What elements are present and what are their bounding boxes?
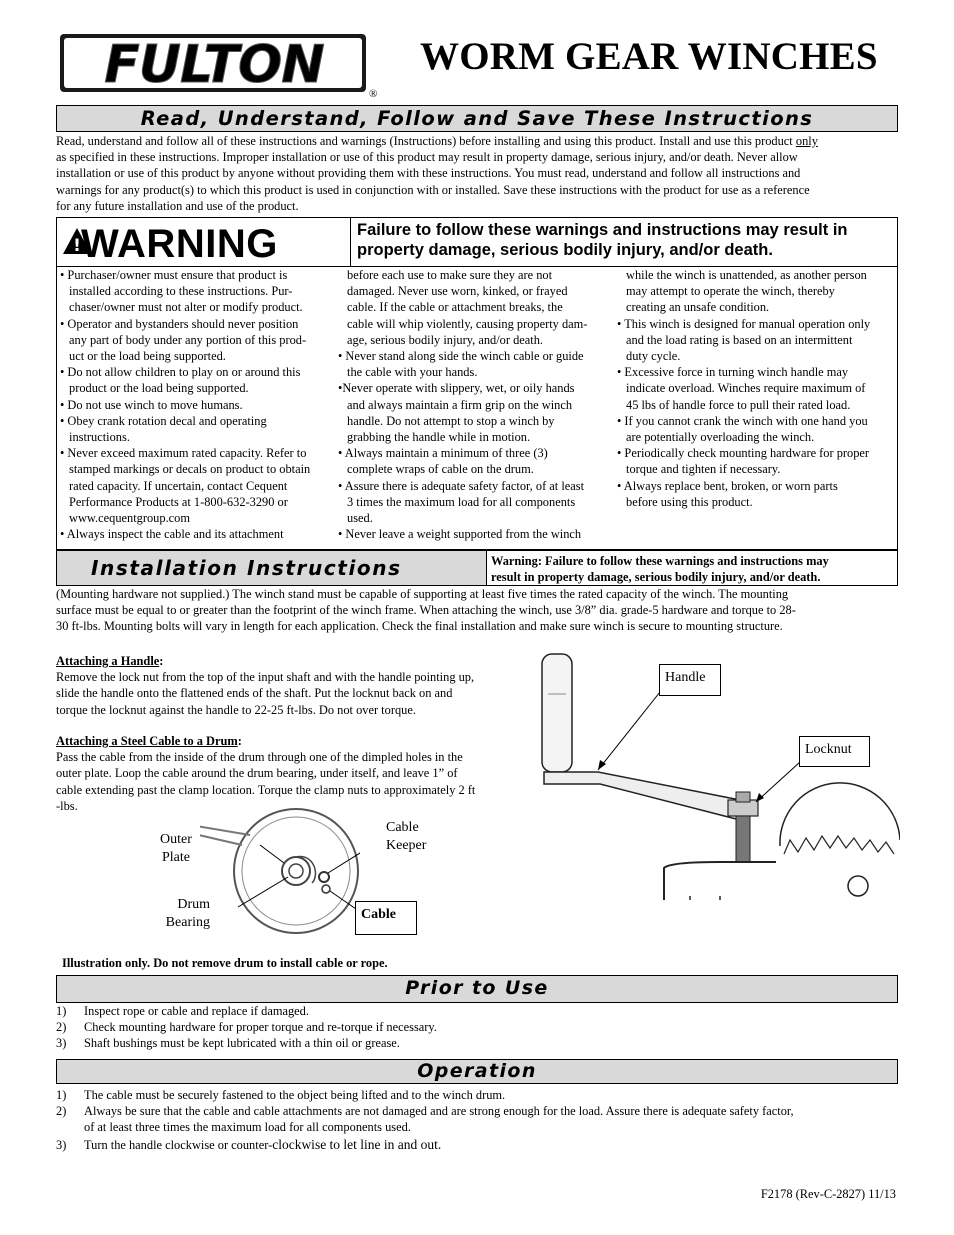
list-text: Turn the handle clockwise or counter- [84, 1137, 273, 1152]
registered-mark: ® [369, 88, 378, 100]
document-code: F2178 (Rev-C-2827) 11/13 [760, 1187, 896, 1201]
list-number: 1) [56, 1088, 67, 1102]
installation-warning-line-2: result in property damage, serious bodily injury, and/or death. [491, 570, 821, 584]
cable-line-3: cable extending past the clamp location. Torque the clamp nuts to approximately 2 ft [56, 782, 476, 797]
bullet-continuation: duty cycle. [626, 349, 681, 364]
bullet-continuation: and always maintain a firm grip on the winch [347, 397, 573, 412]
install-line-3: 30 ft-lbs. Mounting bolts will vary in length for each application. Check the final installation and make sure winch is secure to mounting structure. [56, 619, 783, 634]
bullet-continuation: instructions. [69, 430, 130, 445]
warning-column-1 [60, 267, 345, 542]
bullet-item: • Do not allow children to play on or around this [60, 365, 301, 380]
bullet-item: • If you cannot crank the winch with one hand you [617, 413, 868, 428]
read-section-body [56, 133, 906, 214]
list-number: 3) [56, 1137, 67, 1152]
read-line-3: installation or use of this product by anyone without providing them with these instructions. You must read, understand and follow all instructions and [56, 166, 801, 181]
list-item [56, 1103, 906, 1119]
installation-bar [56, 550, 898, 586]
drum-bearing-label-line-1: Drum [177, 897, 210, 912]
read-line-5: for any future installation and use of the product. [56, 198, 299, 213]
attaching-cable-heading: Attaching a Steel Cable to a Drum [56, 734, 238, 748]
bullet-item: •Never operate with slippery, wet, or oily hands [338, 381, 575, 396]
bullet-continuation: torque and tighten if necessary. [626, 462, 781, 477]
bullet-continuation: installed according to these instructions. Pur- [69, 284, 293, 299]
installation-warning [491, 553, 895, 585]
bullet-item: • Periodically check mounting hardware for proper [617, 446, 870, 461]
list-item [56, 1035, 898, 1051]
bullet-continuation: grabbing the handle while in motion. [347, 430, 531, 445]
list-item [56, 1003, 898, 1019]
bullet-item: • Do not use winch to move humans. [60, 397, 243, 412]
cable-keeper-label [386, 819, 446, 855]
installation-warning-line-1: Warning: Failure to follow these warnings and instructions may [491, 554, 829, 568]
bullet-continuation: creating an unsafe condition. [626, 300, 770, 315]
install-line-1: (Mounting hardware not supplied.) The winch stand must be capable of supporting at least five times the rated capacity of the winch. The mounting [56, 587, 789, 601]
list-number: 1) [56, 1004, 67, 1018]
list-number: 2) [56, 1020, 67, 1035]
bullet-item: • Never exceed maximum rated capacity. Refer to [60, 446, 307, 461]
bullet-item: • Never leave a weight supported from the winch [338, 527, 582, 542]
bullet-item: • Obey crank rotation decal and operating [60, 413, 267, 428]
list-item [56, 1137, 906, 1153]
read-line-1: Read, understand and follow all of these instructions and warnings (Instructions) before installing and using this product. Install and use this product only [56, 134, 818, 148]
bullet-continuation: chaser/owner must not alter or modify product. [69, 300, 303, 315]
list-item [56, 1019, 898, 1035]
prior-to-use-heading: Prior to Use [56, 975, 898, 1003]
installation-body [56, 586, 906, 635]
bullet-continuation: the cable with your hands. [347, 365, 478, 380]
list-text: Shaft bushings must be kept lubricated with a thin oil or grease. [84, 1036, 400, 1051]
bullet-continuation: handle. Do not attempt to stop a winch by [347, 413, 555, 428]
warning-message: Failure to follow these warnings and instructions may result in property damage, serious bodily injury, and/or death. [357, 221, 848, 259]
cable-line-2: outer plate. Loop the cable around the drum bearing, under itself, and leave 1” of [56, 766, 458, 781]
bullet-continuation: damaged. Never use worn, kinked, or frayed [347, 284, 568, 299]
bullet-continuation: are potentially overloading the winch. [626, 430, 815, 445]
list-text: of at least three times the maximum load for all components used. [84, 1120, 411, 1135]
outer-plate-label [150, 831, 202, 867]
drum-illustration [200, 805, 360, 940]
bullet-continuation: any part of body under any portion of this prod- [69, 332, 307, 347]
bullet-continuation: and the load rating is based on an intermittent [626, 332, 853, 347]
bullet-continuation: www.cequentgroup.com [69, 511, 191, 526]
list-text: Check mounting hardware for proper torque and re-torque if necessary. [84, 1020, 437, 1035]
bullet-item: • Always inspect the cable and its attachment [60, 527, 284, 542]
illustration-note: Illustration only. Do not remove drum to install cable or rope. [62, 956, 388, 970]
bullet-continuation: cable. If the cable or attachment breaks, the [347, 300, 563, 315]
page-title: WORM GEAR WINCHES [420, 35, 878, 78]
list-item [56, 1087, 906, 1103]
attaching-handle-section [56, 653, 546, 718]
attaching-handle-heading: Attaching a Handle [56, 654, 160, 668]
bullet-continuation: before using this product. [626, 494, 753, 509]
bullet-continuation: complete wraps of cable on the drum. [347, 462, 534, 477]
installation-heading: Installation Instructions [57, 551, 487, 585]
only-word: only [795, 134, 818, 148]
list-text-continued: clockwise to let line in and out. [272, 1136, 442, 1152]
handle-line-3: torque the locknut against the handle to 22-25 ft-lbs. Do not over torque. [56, 702, 416, 717]
bullet-item: • Assure there is adequate safety factor, of at least [338, 478, 585, 493]
list-number: 3) [56, 1036, 67, 1051]
bullet-continuation: stamped markings or decals on product to obtain [69, 462, 311, 477]
bullet-item: • Excessive force in turning winch handle may [617, 365, 849, 380]
outer-plate-label-line-2: Plate [162, 850, 190, 865]
warning-label-cell [57, 218, 351, 266]
warning-bullets [56, 267, 898, 550]
bullet-item: • Always maintain a minimum of three (3) [338, 446, 548, 461]
cable-keeper-label-line-2: Keeper [386, 838, 427, 853]
drum-bearing-label-line-2: Bearing [165, 915, 210, 930]
read-line-4: warnings for any product(s) to which this product is used in conjunction with or installed. Save these instructions with the product for use as a reference [56, 182, 810, 197]
warning-box [56, 217, 898, 267]
colon: : [237, 734, 242, 748]
bullet-continuation: product or the load being supported. [69, 381, 249, 396]
bullet-item: • Never stand along side the winch cable or guide [338, 349, 584, 364]
warning-column-3 [617, 267, 907, 510]
outer-plate-label-line-1: Outer [160, 832, 192, 847]
bullet-continuation: age, serious bodily injury, and/or death. [347, 332, 544, 347]
bullet-item: • This winch is designed for manual operation only [617, 316, 871, 331]
warning-word: WARNING [81, 222, 278, 266]
cable-keeper-label-line-1: Cable [386, 820, 419, 835]
bullet-continuation: 3 times the maximum load for all components [347, 494, 576, 509]
warning-column-2 [338, 267, 628, 542]
prior-to-use-list [56, 1003, 898, 1052]
list-number: 2) [56, 1104, 67, 1119]
bullet-item: • Always replace bent, broken, or worn parts [617, 478, 838, 493]
list-item-continuation [56, 1119, 906, 1135]
operation-list [56, 1087, 906, 1153]
install-line-2: surface must be equal to or greater than the footprint of the winch frame. When attaching the winch, use 3/8” dia. grade-5 hardware and torque to 28- [56, 603, 796, 618]
operation-heading: Operation [56, 1059, 898, 1084]
bullet-continuation: 45 lbs of handle force to pull their rated load. [626, 397, 851, 412]
bullet-continuation: indicate overload. Winches require maximum of [626, 381, 866, 396]
bullet-continuation: rated capacity. If uncertain, contact Cequent [69, 478, 288, 493]
cable-line-4: -lbs. [56, 798, 78, 813]
fulton-logo [58, 30, 370, 96]
svg-text:FULTON: FULTON [104, 35, 324, 95]
read-section-heading: Read, Understand, Follow and Save These Instructions [56, 105, 898, 132]
svg-text:!: ! [73, 236, 81, 256]
colon: : [159, 654, 164, 668]
handle-line-1: Remove the lock nut from the top of the input shaft and with the handle pointing up, [56, 670, 475, 685]
bullet-continuation: Performance Products at 1-800-632-3290 or [69, 494, 288, 509]
drum-bearing-label [148, 896, 210, 932]
list-text: Always be sure that the cable and cable attachments are not damaged and are strong enough for the load. Assure there is adequate safety factor, [84, 1104, 794, 1119]
handle-label: Handle [659, 664, 721, 696]
bullet-item: • Purchaser/owner must ensure that product is [60, 268, 288, 282]
handle-line-2: slide the handle onto the flattened ends of the shaft. Put the locknut back on and [56, 686, 453, 701]
bullet-continuation: used. [347, 511, 373, 526]
bullet-continuation: while the winch is unattended, as another person [626, 268, 867, 282]
bullet-continuation: before each use to make sure they are not [347, 268, 553, 282]
bullet-continuation: may attempt to operate the winch, thereby [626, 284, 835, 299]
bullet-continuation: uct or the load being supported. [69, 349, 226, 364]
attaching-cable-section [56, 733, 546, 814]
bullet-item: • Operator and bystanders should never position [60, 316, 299, 331]
cable-line-1: Pass the cable from the inside of the drum through one of the dimpled holes in the [56, 750, 463, 765]
bullet-continuation: cable will whip violently, causing property dam- [347, 316, 588, 331]
list-text: Inspect rope or cable and replace if damaged. [84, 1004, 309, 1018]
locknut-label: Locknut [799, 736, 870, 767]
cable-label: Cable [355, 901, 417, 935]
list-text: The cable must be securely fastened to the object being lifted and to the winch drum. [84, 1088, 506, 1102]
read-line-2: as specified in these instructions. Improper installation or use of this product may result in property damage, serious injury, and/or death. Never allow [56, 150, 798, 165]
